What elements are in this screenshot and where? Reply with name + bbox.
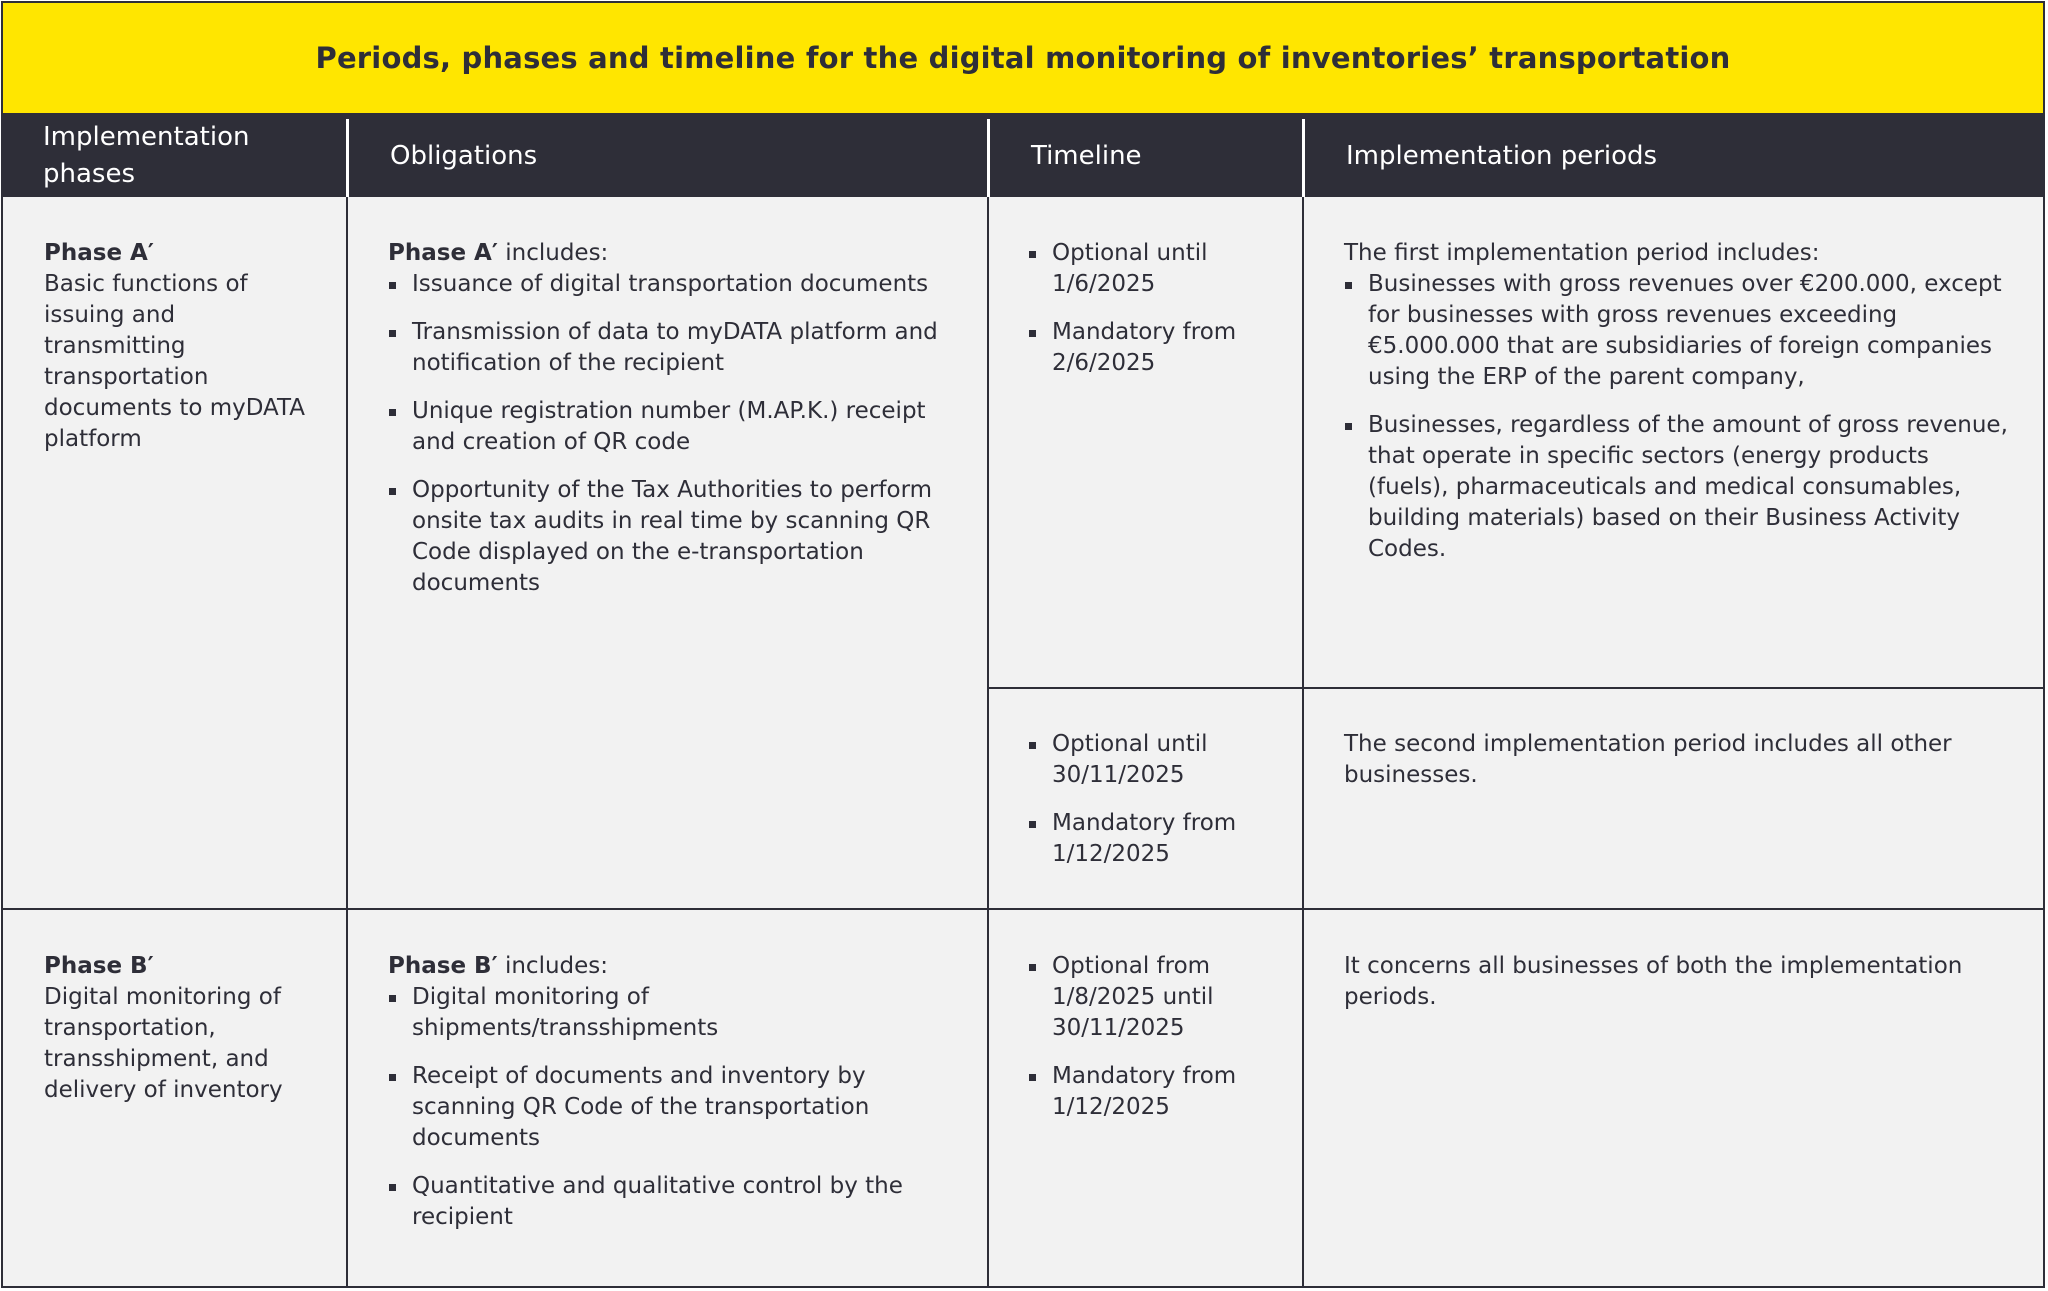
phase-a-description: Basic functions of issuing and transmitting transportation documents to myDATA platform bbox=[44, 271, 306, 452]
phase-a-obligations-cell bbox=[388, 238, 958, 616]
header-periods-label: Implementation periods bbox=[1346, 140, 1658, 171]
phase-b-obligations-suffix: includes: bbox=[497, 953, 609, 979]
table-header-row bbox=[3, 115, 2043, 197]
column-divider bbox=[1302, 197, 1304, 1288]
phase-a-obligations-intro bbox=[388, 238, 958, 269]
list-item: Unique registration number (M.AP.K.) receipt and creation of QR code bbox=[388, 396, 958, 458]
period-1-list bbox=[1344, 269, 2014, 565]
phase-b-obligations-list bbox=[388, 982, 958, 1233]
list-item: Digital monitoring of shipments/transshipments bbox=[388, 982, 712, 1044]
phase-b-period-text: It concerns all businesses of both the implementation periods. bbox=[1344, 953, 1963, 1010]
phase-b-cell bbox=[44, 951, 314, 1106]
list-item: Opportunity of the Tax Authorities to perform onsite tax audits in real time by scanning QR Code displayed on the e-transportation documents bbox=[388, 475, 958, 599]
list-item: Mandatory from 1/12/2025 bbox=[1028, 1061, 1278, 1123]
column-divider bbox=[987, 197, 989, 1288]
phase-a-period-1-cell bbox=[1344, 238, 2014, 582]
header-obligations bbox=[349, 115, 989, 197]
list-item: Mandatory from 1/12/2025 bbox=[1028, 808, 1278, 870]
list-item: Businesses with gross revenues over €200.000, except for businesses with gross revenues exceeding €5.000.000 that are subsidiaries of foreign companies using the ERP of the parent company, bbox=[1344, 269, 2014, 393]
phase-divider bbox=[3, 908, 2043, 910]
list-item: Receipt of documents and inventory by scanning QR Code of the transportation documents bbox=[388, 1061, 958, 1154]
header-phases-label: Implementation phases bbox=[43, 122, 250, 189]
list-item: Optional until 1/6/2025 bbox=[1028, 238, 1278, 300]
table-title: Periods, phases and timeline for the digital monitoring of inventories’ transportation bbox=[315, 41, 1731, 75]
header-timeline-label: Timeline bbox=[1031, 140, 1142, 171]
phase-a-timeline-1-list bbox=[1028, 238, 1278, 379]
phase-a-cell bbox=[44, 238, 314, 455]
list-item: Issuance of digital transportation documents bbox=[388, 269, 958, 300]
phase-a-timeline-2-cell bbox=[1028, 729, 1278, 887]
phase-b-timeline-list bbox=[1028, 951, 1278, 1123]
header-phases bbox=[3, 115, 346, 197]
phase-b-obligations-cell bbox=[388, 951, 958, 1250]
period-divider bbox=[987, 687, 2043, 689]
period-2-text: The second implementation period includes all other businesses. bbox=[1344, 731, 1952, 788]
phase-a-obligations-list bbox=[388, 269, 958, 599]
header-timeline bbox=[990, 115, 1305, 197]
table-title-bar bbox=[3, 3, 2043, 115]
phase-a-name: Phase A′ bbox=[44, 240, 154, 266]
phase-b-obligations-prefix: Phase B′ bbox=[388, 953, 498, 979]
header-obligations-label: Obligations bbox=[390, 140, 538, 171]
phase-b-name: Phase B′ bbox=[44, 953, 154, 979]
phase-b-timeline-cell bbox=[1028, 951, 1278, 1140]
inventory-transport-table bbox=[1, 1, 2045, 1288]
period-1-intro: The first implementation period includes: bbox=[1344, 240, 1820, 266]
list-item: Optional until 30/11/2025 bbox=[1028, 729, 1278, 791]
phase-a-timeline-1-cell bbox=[1028, 238, 1278, 396]
list-item: Transmission of data to myDATA platform and notification of the recipient bbox=[388, 317, 958, 379]
phase-a-obligations-prefix: Phase A′ bbox=[388, 240, 498, 266]
phase-a-timeline-2-list bbox=[1028, 729, 1278, 870]
phase-b-description: Digital monitoring of transportation, transshipment, and delivery of inventory bbox=[44, 984, 283, 1103]
header-periods bbox=[1305, 115, 2045, 197]
column-divider bbox=[346, 197, 348, 1288]
list-item: Optional from 1/8/2025 until 30/11/2025 bbox=[1028, 951, 1278, 1044]
phase-a-obligations-suffix: includes: bbox=[497, 240, 609, 266]
phase-b-period-cell bbox=[1344, 951, 2014, 1013]
list-item: Quantitative and qualitative control by the recipient bbox=[388, 1171, 958, 1233]
phase-b-obligations-intro bbox=[388, 951, 958, 982]
phase-a-period-2-cell bbox=[1344, 729, 2014, 791]
list-item: Mandatory from 2/6/2025 bbox=[1028, 317, 1278, 379]
list-item: Businesses, regardless of the amount of gross revenue, that operate in specific sectors (energy products (fuels), pharmaceuticals and medical consumables, building materials) based on their Business Activity Codes. bbox=[1344, 410, 2014, 565]
